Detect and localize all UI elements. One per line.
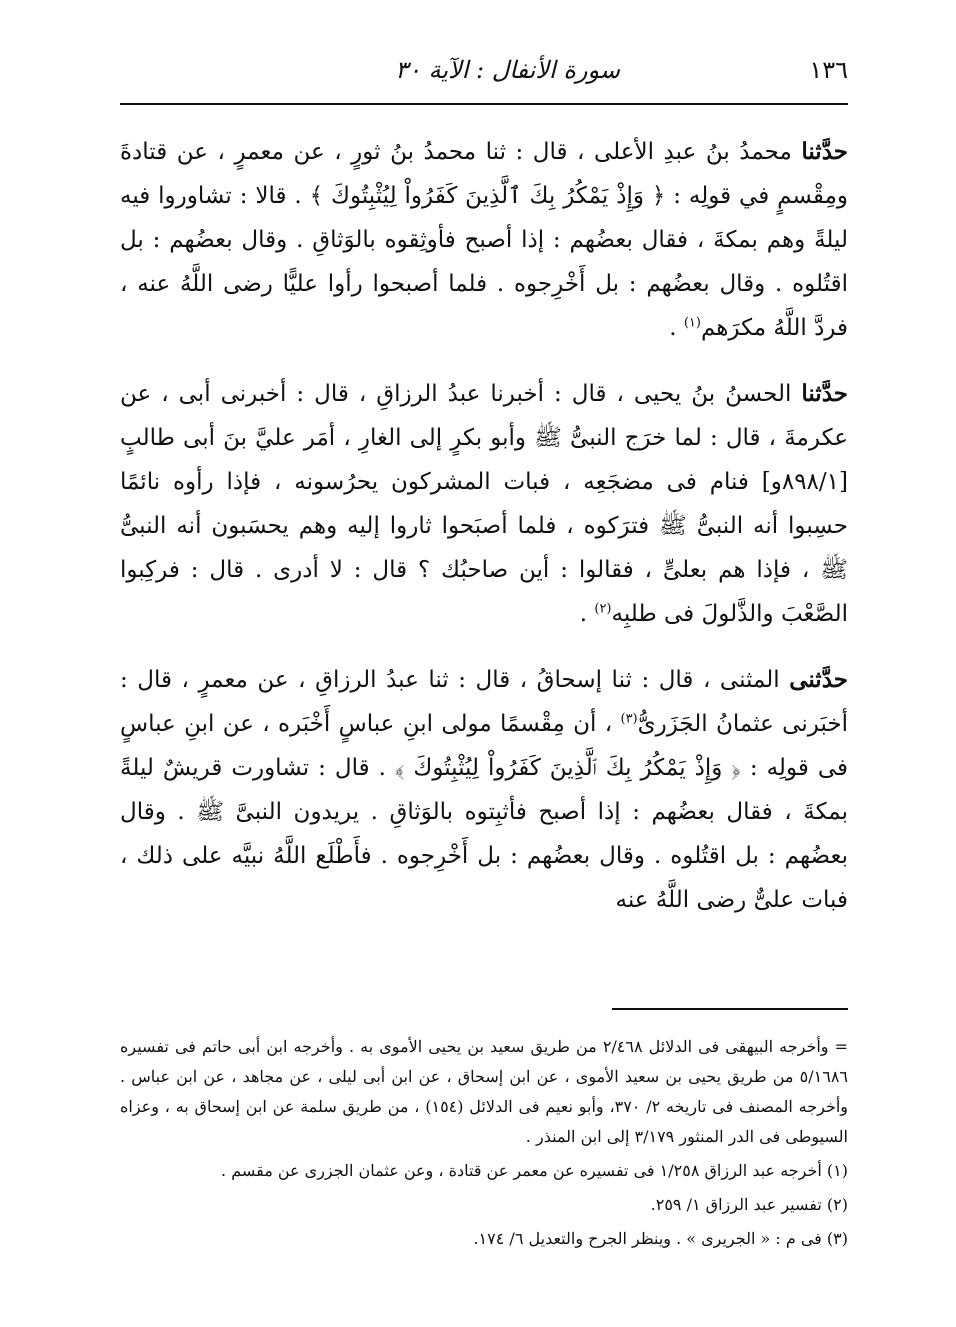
footnote: (٣) فى م : « الجريرى » . وينظر الجرح والتعديل ٦/ ١٧٤. — [473, 1229, 848, 1248]
footnote: = وأخرجه البيهقى فى الدلائل ٢/٤٦٨ من طريق سعيد بن يحيى الأموى به . وأخرجه ابن أبى حاتم فى تفسيره ٥/١٦٨٦ من طريق يحيى بن سعيد الأموى ، عن ابن إسحاق ، عن ابن أبى ليلى ، عن مجاهد ، عن ابن عباس . وأخرجه المصنف فى تاريخه ٢/ ٣٧٠، وأبو نعيم فى الدلائل (١٥٤) ، من طريق سلمة عن ابن إسحاق به ، وعزاه السيوطى فى الدر المنثور ٣/١٧٩ إلى ابن المنذر . — [120, 1037, 849, 1146]
paragraph — [120, 658, 848, 922]
paragraph-text: المثنى ، قال : ثنا إسحاقُ ، قال : ثنا عبدُ الرزاقِ ، عن معمرٍ ، قال : أخبَرنى عثمانُ الجَزَرىُّ — [120, 667, 848, 737]
running-title: سورة الأنفال : الآية ٣٠ — [395, 56, 620, 84]
main-text — [120, 130, 848, 944]
page-number: ١٣٦ — [809, 56, 848, 84]
paragraph-lead: حدَّثنا — [801, 380, 848, 407]
header-rule — [120, 103, 848, 105]
footnote: (٢) تفسير عبد الرزاق ١/ ٢٥٩. — [650, 1195, 848, 1214]
paragraph — [120, 372, 848, 636]
footnotes — [120, 1032, 848, 1258]
footnote-ref: (٢) — [594, 601, 612, 617]
paragraph-lead: حدَّثنا — [801, 138, 848, 165]
paragraph-tail: . — [579, 601, 595, 627]
paragraph-text: محمدُ بنُ عبدِ الأعلى ، قال : ثنا محمدُ بنُ ثورٍ ، عن معمرٍ ، عن قتادةَ ومِقْسمٍ في قولِه : ﴿ وَإِذْ يَمْكُرُ بِكَ ٱلَّذِينَ كَفَرُواْ لِيُثْبِتُوكَ ﴾ . قالا : تشاوروا فيه ليلةً وهم بمكةَ ، فقال بعضُهم : إذا أصبح فأوثِقوه بالوَثاقِ . وقال بعضُهم : بل اقتُلوه . وقال بعضُهم : بل أَخْرِجوه . فلما أصبحوا رأوا عليًّا رضى اللَّهُ عنه ، فردَّ اللَّهُ مكرَهم — [120, 139, 848, 341]
footnote-rule — [612, 1008, 848, 1010]
page-header — [120, 52, 848, 96]
footnote-ref: (١) — [683, 315, 701, 331]
paragraph-text: الحسنُ بنُ يحيى ، قال : أخبرنا عبدُ الرزاقِ ، قال : أخبرنى أبى ، عن عكرمةَ ، قال : لما خرَج النبىُّ ﷺ وأبو بكرٍ إلى الغارِ ، أمَر عليَّ بنَ أبى طالبٍ [٨٩٨/١و] فنام فى مضجَعِه ، فبات المشركون يحرُسونه ، فإذا رأوه نائمًا حسِبوا أنه النبىُّ ﷺ فترَكوه ، فلما أصبَحوا ثاروا إليه وهم يحسَبون أنه النبىُّ ﷺ ، فإذا هم بعلىٍّ ، فقالوا : أين صاحبُك ؟ قال : لا أدرى . قال : فركِبوا الصَّعْبَ والذَّلولَ فى طلبِه — [120, 381, 848, 627]
paragraph-lead: حدَّثنى — [789, 666, 848, 693]
paragraph-tail: . — [669, 315, 684, 341]
footnote-ref: (٣) — [620, 711, 638, 727]
footnote: (١) أخرجه عبد الرزاق ١/٢٥٨ فى تفسيره عن معمر عن قتادة ، وعن عثمان الجزرى عن مقسم . — [221, 1161, 848, 1180]
paragraph-tail: ، أن مِقْسمًا مولى ابنِ عباسٍ أَخْبَره ، عن ابنِ عباسٍ فى قولِه : ﴿ وَإِذْ يَمْكُرُ بِكَ ٱلَّذِينَ كَفَرُواْ لِيُثْبِتُوكَ ﴾ . قال : تشاورت قريشٌ ليلةً بمكةَ ، فقال بعضُهم : إذا أصبح فأثبِتوه بالوَثاقِ . يريدون النبىَّ ﷺ . وقال بعضُهم : بل اقتُلوه . وقال بعضُهم : بل أَخْرِجوه . فأَطْلَع اللَّهُ نبيَّه على ذلك ، فبات علىٌّ رضى اللَّهُ عنه — [120, 711, 848, 913]
paragraph — [120, 130, 848, 350]
